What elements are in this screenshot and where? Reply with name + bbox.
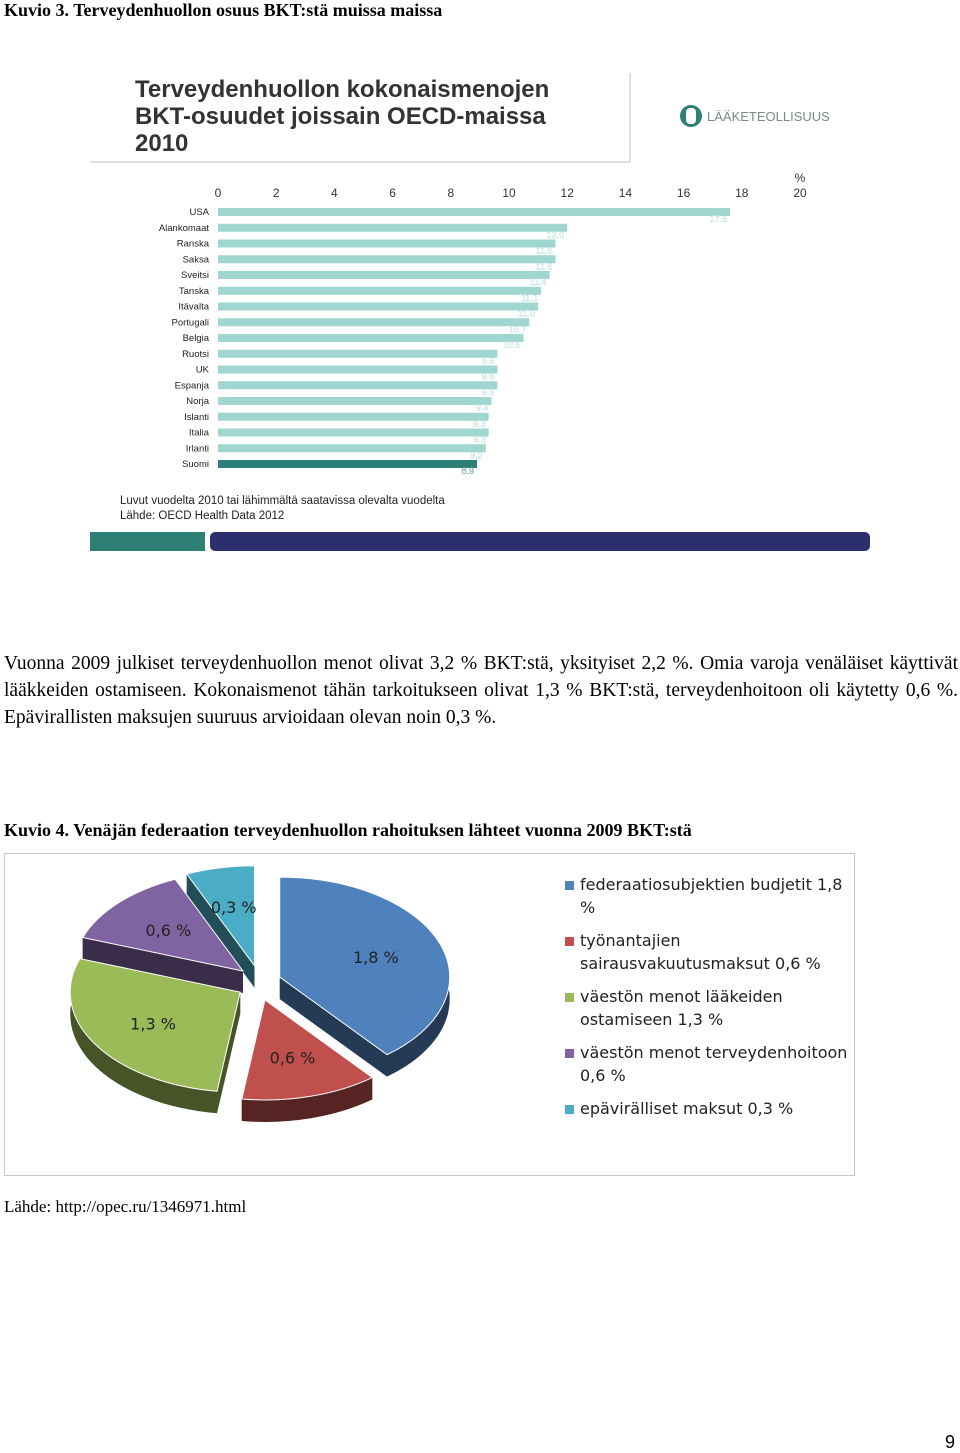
- chart-title-line: Terveydenhuollon kokonaismenojen: [135, 76, 550, 103]
- tick-label: 2: [272, 186, 280, 200]
- category-label: Irlanti: [185, 443, 209, 455]
- category-label: Sveitsi: [181, 270, 209, 281]
- category-label: Norja: [186, 396, 209, 407]
- category-label: Ranska: [176, 238, 209, 250]
- bar: [218, 255, 556, 263]
- slice-label: 0,3 %: [210, 898, 257, 918]
- oecd-health-spending-chart: [85, 65, 875, 555]
- legend-label: väestön menot lääkeiden ostamiseen 1,3 %: [580, 987, 783, 1029]
- value-label: 12.0: [546, 229, 565, 240]
- category-label: Espanja: [174, 380, 209, 392]
- bar: [218, 397, 492, 405]
- value-label: 9.3: [473, 418, 486, 429]
- category-label: Ruotsi: [182, 348, 209, 360]
- bar: [218, 318, 529, 326]
- tick-label: 20: [793, 186, 807, 200]
- legend-item: [565, 985, 855, 1031]
- legend-label: väestön menot terveydenhoitoon 0,6 %: [580, 1043, 848, 1085]
- logo: [680, 105, 830, 127]
- value-label: 11.6: [535, 261, 553, 272]
- value-label: 9.2: [470, 450, 483, 461]
- value-label: 11.6: [535, 245, 553, 256]
- figure-3-caption: Kuvio 3. Terveydenhuollon osuus BKT:stä muissa maissa: [4, 0, 443, 20]
- category-label: Italia: [188, 427, 209, 439]
- page-number: 9: [945, 1432, 956, 1452]
- slice-label: 0,6 %: [269, 1048, 316, 1068]
- legend-item: [565, 1041, 855, 1087]
- bar: [218, 460, 477, 468]
- bottom-band: [90, 532, 870, 551]
- bar: [218, 413, 489, 421]
- category-label: Saksa: [182, 254, 209, 266]
- value-label: 9.4: [476, 403, 489, 413]
- logo-icon: [686, 108, 696, 124]
- bar: [218, 303, 538, 311]
- bar: [218, 208, 730, 216]
- chart-note: Luvut vuodelta 2010 tai lähimmältä saatavissa olevalta vuodelta: [120, 495, 445, 507]
- chart-notes: [120, 495, 445, 522]
- tick-label: 18: [735, 186, 749, 200]
- tick-label: 8: [447, 186, 455, 200]
- unit-label: %: [794, 171, 806, 185]
- bar: [218, 271, 550, 279]
- bars: [159, 207, 730, 476]
- bar: [218, 287, 541, 295]
- chart-note: Lähde: OECD Health Data 2012: [120, 510, 285, 522]
- bar: [218, 444, 486, 452]
- tick-label: 14: [618, 186, 633, 200]
- legend-swatch: [565, 881, 574, 890]
- category-label: Islanti: [184, 411, 209, 423]
- value-label: 9.6: [481, 371, 495, 382]
- bar: [218, 366, 497, 374]
- category-label: USA: [189, 207, 209, 218]
- category-label: Itävalta: [178, 301, 209, 313]
- category-label: Tanska: [178, 285, 209, 297]
- category-label: UK: [195, 364, 209, 376]
- band-left: [90, 532, 205, 551]
- tick-label: 16: [676, 186, 691, 200]
- value-label: 11.0: [518, 308, 536, 319]
- bar: [218, 224, 567, 232]
- slice-label: 0,6 %: [145, 921, 192, 941]
- tick-label: 0: [214, 186, 222, 200]
- legend-item: [565, 929, 855, 975]
- category-label: Belgia: [182, 333, 209, 344]
- pie-legend: [565, 873, 855, 1130]
- tick-label: 10: [502, 186, 516, 200]
- legend-label: federaatiosubjektien budjetit 1,8 %: [580, 875, 843, 917]
- value-label: 9.6: [481, 387, 495, 398]
- chart-title-line: 2010: [135, 130, 189, 157]
- tick-label: 12: [560, 186, 574, 200]
- value-label: 9.6: [481, 355, 495, 366]
- legend-swatch: [565, 993, 574, 1002]
- logo-text: LÄÄKETEOLLISUUS: [707, 109, 830, 124]
- chart-title: [90, 73, 630, 162]
- legend-item: [565, 1097, 855, 1120]
- bar: [218, 350, 497, 358]
- value-label: 11.1: [521, 292, 539, 303]
- value-label: 10.7: [508, 324, 527, 335]
- legend-label: työnantajien sairausvakuutusmaksut 0,6 %: [580, 931, 821, 973]
- bar: [218, 429, 489, 437]
- body-paragraph: Vuonna 2009 julkiset terveydenhuollon menot olivat 3,2 % BKT:stä, yksityiset 2,2 %. Omia varoja venäläiset käyttivät lääkkeiden ostamiseen. Kokonaismenot tähän tarkoitukseen olivat 1,3 % BKT:stä, terveydenhoitoon oli käytetty 0,6 %. Epävirallisten maksujen suuruus arvioidaan olevan noin 0,3 %.: [4, 653, 958, 728]
- legend-item: [565, 873, 855, 919]
- slice-label: 1,8 %: [352, 948, 399, 968]
- value-label: 9.3: [473, 434, 486, 445]
- bar: [218, 240, 556, 248]
- bar: [218, 381, 497, 389]
- band-right: [210, 532, 870, 551]
- value-label: 8.9: [461, 466, 474, 476]
- chart-title-line: BKT-osuudet joissain OECD-maissa: [135, 103, 546, 130]
- legend-swatch: [565, 937, 574, 946]
- legend-label: epävirälliset maksut 0,3 %: [580, 1099, 794, 1118]
- figure-4-caption: Kuvio 4. Venäjän federaation terveydenhuollon rahoituksen lähteet vuonna 2009 BKT:stä: [4, 820, 692, 840]
- x-axis: [215, 171, 807, 200]
- legend-swatch: [565, 1105, 574, 1114]
- category-label: Portugali: [171, 317, 209, 329]
- source-note: Lähde: http://opec.ru/1346971.html: [4, 1197, 247, 1216]
- value-label: 17.6: [709, 214, 728, 224]
- value-label: 11.4: [529, 277, 547, 287]
- value-label: 10.5: [503, 340, 521, 350]
- tick-label: 4: [331, 186, 338, 200]
- category-label: Suomi: [182, 459, 209, 470]
- category-label: Alankomaat: [158, 222, 209, 234]
- legend-swatch: [565, 1049, 574, 1058]
- bar: [218, 334, 524, 342]
- tick-label: 6: [389, 186, 396, 200]
- slice-label: 1,3 %: [130, 1014, 176, 1034]
